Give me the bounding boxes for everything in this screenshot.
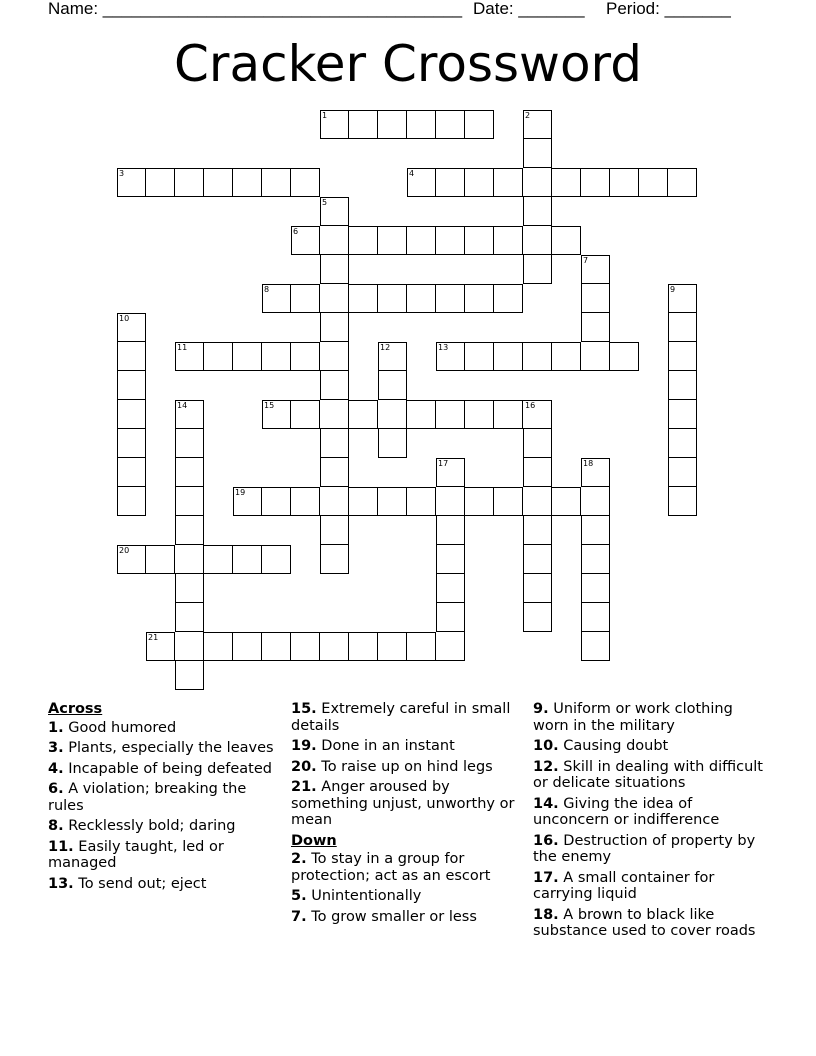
clue-item (533, 907, 771, 940)
page-title: Cracker Crossword (174, 35, 642, 93)
period-field-label: Period: _______ (606, 0, 731, 18)
clue-item-text: Causing doubt (563, 738, 669, 754)
clue-item-number: 13. (48, 875, 74, 892)
grid-cell[interactable] (581, 284, 610, 313)
grid-cell[interactable] (378, 487, 407, 516)
grid-cell[interactable] (407, 400, 436, 429)
clue-number: 18 (583, 459, 594, 468)
grid-cell[interactable] (320, 400, 349, 429)
clue-item (291, 888, 529, 905)
grid-cell[interactable] (378, 284, 407, 313)
grid-cell[interactable] (262, 487, 291, 516)
grid-cell[interactable] (349, 400, 378, 429)
clue-item-number: 8. (48, 818, 64, 834)
clue-number: 15 (264, 401, 275, 410)
clue-item-text: Skill in dealing with difficult or delicate situations (533, 758, 763, 791)
grid-cell[interactable] (436, 400, 465, 429)
grid-cell[interactable] (320, 226, 349, 255)
grid-cell[interactable] (233, 342, 262, 371)
grid-cell[interactable] (494, 487, 523, 516)
grid-cell[interactable] (175, 545, 204, 574)
grid-cell[interactable] (523, 255, 552, 284)
grid-cell[interactable] (436, 487, 465, 516)
clue-item-number: 5. (291, 888, 307, 904)
grid-cell[interactable] (523, 574, 552, 603)
clue-item-text: Uniform or work clothing worn in the military (533, 701, 733, 734)
clue-item-number: 6. (48, 781, 64, 797)
grid-cell[interactable] (436, 545, 465, 574)
clue-item (291, 779, 529, 829)
grid-cell[interactable] (436, 226, 465, 255)
clue-number: 13 (438, 343, 449, 352)
clue-number: 12 (380, 343, 391, 352)
grid-cell[interactable] (436, 603, 465, 632)
grid-cell[interactable] (378, 400, 407, 429)
grid-cell[interactable] (668, 487, 697, 516)
grid-cell[interactable] (436, 574, 465, 603)
grid-cell[interactable] (581, 574, 610, 603)
grid-cell[interactable] (291, 487, 320, 516)
grid-cell[interactable] (349, 284, 378, 313)
clue-item-number: 7. (291, 908, 307, 925)
grid-cell[interactable] (668, 313, 697, 342)
clue-item-text: Good humored (68, 719, 177, 736)
clue-item-number: 14. (533, 795, 559, 812)
clue-item (48, 720, 286, 737)
clue-item-number: 10. (533, 738, 559, 754)
grid-cell[interactable] (320, 313, 349, 342)
grid-cell[interactable] (291, 342, 320, 371)
clue-item-number: 1. (48, 719, 64, 736)
grid-cell[interactable] (117, 342, 146, 371)
grid-cell[interactable] (291, 284, 320, 313)
grid-cell[interactable] (465, 168, 494, 197)
grid-cell[interactable] (523, 226, 552, 255)
grid-cell[interactable] (175, 458, 204, 487)
clue-number: 1 (322, 111, 328, 120)
grid-cell[interactable] (349, 226, 378, 255)
clue-item-number: 21. (291, 779, 317, 795)
clue-item-text: Anger aroused by something unjust, unworthy or mean (291, 779, 515, 828)
grid-cell[interactable] (581, 632, 610, 661)
clue-item (291, 759, 529, 776)
grid-cell[interactable] (117, 429, 146, 458)
grid-cell[interactable] (436, 284, 465, 313)
clue-item-text: Recklessly bold; daring (68, 818, 236, 834)
clue-item-number: 20. (291, 758, 317, 775)
grid-cell[interactable] (320, 545, 349, 574)
grid-cell[interactable] (523, 168, 552, 197)
clue-item (533, 759, 771, 792)
grid-cell[interactable] (146, 168, 175, 197)
grid-cell[interactable] (581, 487, 610, 516)
grid-cell[interactable] (146, 545, 175, 574)
grid-cell[interactable] (581, 342, 610, 371)
grid-cell[interactable] (436, 516, 465, 545)
clue-item-text: A violation; breaking the rules (48, 781, 247, 814)
grid-cell[interactable] (117, 458, 146, 487)
clue-item-number: 18. (533, 906, 559, 923)
grid-cell[interactable] (407, 284, 436, 313)
grid-cell[interactable] (581, 313, 610, 342)
grid-cell[interactable] (262, 545, 291, 574)
grid-cell[interactable] (668, 342, 697, 371)
grid-cell[interactable] (581, 603, 610, 632)
grid-cell[interactable] (668, 429, 697, 458)
clue-number: 16 (525, 401, 536, 410)
clue-number: 19 (235, 488, 246, 497)
grid-cell[interactable] (407, 487, 436, 516)
grid-cell[interactable] (262, 342, 291, 371)
clue-item-text: Incapable of being defeated (68, 760, 272, 777)
grid-cell[interactable] (465, 284, 494, 313)
grid-cell[interactable] (378, 429, 407, 458)
grid-cell[interactable] (494, 342, 523, 371)
grid-cell[interactable] (494, 400, 523, 429)
grid-cell[interactable] (581, 545, 610, 574)
clue-item-number: 19. (291, 738, 317, 754)
clue-column-2 (291, 701, 529, 929)
grid-cell[interactable] (523, 516, 552, 545)
clue-item (533, 738, 771, 755)
clue-item-number: 17. (533, 869, 559, 886)
grid-cell[interactable] (378, 226, 407, 255)
clue-item-text: To send out; eject (78, 875, 207, 892)
grid-cell[interactable] (320, 371, 349, 400)
grid-cell[interactable] (175, 632, 204, 661)
clue-item-text: A small container for carrying liquid (533, 869, 715, 902)
grid-cell[interactable] (668, 400, 697, 429)
clue-item-text: Done in an instant (321, 738, 455, 754)
grid-cell[interactable] (320, 342, 349, 371)
clue-item-text: To grow smaller or less (311, 908, 477, 925)
section-heading: Down (291, 832, 337, 849)
grid-cell[interactable] (117, 400, 146, 429)
clue-item (291, 701, 529, 734)
clue-item-number: 4. (48, 760, 64, 777)
grid-cell[interactable] (175, 574, 204, 603)
grid-cell[interactable] (668, 371, 697, 400)
grid-cell[interactable] (233, 168, 262, 197)
clue-item-number: 2. (291, 851, 307, 867)
grid-cell[interactable] (175, 661, 204, 690)
grid-cell[interactable] (320, 458, 349, 487)
clue-item (533, 796, 771, 829)
grid-cell[interactable] (523, 458, 552, 487)
clue-item (48, 839, 286, 872)
grid-cell[interactable] (523, 342, 552, 371)
grid-cell[interactable] (175, 429, 204, 458)
grid-cell[interactable] (523, 197, 552, 226)
grid-cell[interactable] (407, 226, 436, 255)
grid-cell[interactable] (175, 603, 204, 632)
clue-number: 2 (525, 111, 531, 120)
clue-number: 20 (119, 546, 130, 555)
grid-cell[interactable] (320, 487, 349, 516)
grid-cell[interactable] (204, 545, 233, 574)
grid-cell[interactable] (465, 226, 494, 255)
clue-item-text: Unintentionally (311, 888, 422, 904)
grid-cell[interactable] (378, 632, 407, 661)
grid-cell[interactable] (668, 168, 697, 197)
clue-item-text: Easily taught, led or managed (48, 838, 224, 871)
clue-item (48, 740, 286, 757)
grid-cell[interactable] (204, 168, 233, 197)
grid-cell[interactable] (610, 342, 639, 371)
grid-cell[interactable] (465, 400, 494, 429)
clue-item-text: To raise up on hind legs (321, 758, 493, 775)
grid-cell[interactable] (523, 429, 552, 458)
clue-item-text: Destruction of property by the enemy (533, 832, 756, 865)
grid-cell[interactable] (552, 342, 581, 371)
clue-item-number: 15. (291, 701, 317, 717)
grid-cell[interactable] (639, 168, 668, 197)
clue-column-1 (48, 701, 286, 896)
grid-cell[interactable] (175, 168, 204, 197)
clue-item-text: Giving the idea of unconcern or indifference (533, 795, 720, 828)
clue-item-number: 3. (48, 740, 64, 756)
grid-cell[interactable] (320, 255, 349, 284)
grid-cell[interactable] (465, 487, 494, 516)
clue-item-number: 12. (533, 758, 559, 775)
clue-number: 21 (148, 633, 159, 642)
clue-item (291, 909, 529, 926)
grid-cell[interactable] (378, 110, 407, 139)
grid-cell[interactable] (320, 516, 349, 545)
grid-cell[interactable] (117, 371, 146, 400)
clue-number: 9 (670, 285, 676, 294)
section-heading: Across (48, 701, 103, 717)
clue-item-text: To stay in a group for protection; act as an escort (291, 851, 491, 884)
clue-column-3 (533, 701, 771, 944)
clue-item (291, 738, 529, 755)
grid-cell[interactable] (407, 110, 436, 139)
clue-item-number: 9. (533, 701, 549, 717)
grid-cell[interactable] (320, 429, 349, 458)
clue-item (48, 761, 286, 778)
grid-cell[interactable] (204, 632, 233, 661)
grid-cell[interactable] (175, 516, 204, 545)
clue-number: 11 (177, 343, 188, 352)
clue-number: 17 (438, 459, 449, 468)
grid-cell[interactable] (465, 110, 494, 139)
clue-number: 5 (322, 198, 328, 207)
grid-cell[interactable] (523, 487, 552, 516)
grid-cell[interactable] (552, 226, 581, 255)
grid-cell[interactable] (436, 110, 465, 139)
grid-cell[interactable] (552, 168, 581, 197)
grid-cell[interactable] (465, 342, 494, 371)
grid-cell[interactable] (436, 632, 465, 661)
grid-cell[interactable] (233, 545, 262, 574)
clue-number: 10 (119, 314, 130, 323)
grid-cell[interactable] (407, 632, 436, 661)
grid-cell[interactable] (523, 545, 552, 574)
grid-cell[interactable] (262, 168, 291, 197)
clue-number: 4 (409, 169, 415, 178)
grid-cell[interactable] (523, 603, 552, 632)
grid-cell[interactable] (320, 632, 349, 661)
clue-item (291, 851, 529, 884)
clue-item (533, 701, 771, 734)
clue-item (48, 781, 286, 814)
clue-item-number: 16. (533, 832, 559, 849)
name-field-label: Name: ______________________________________ (48, 0, 463, 18)
clue-item-text: A brown to black like substance used to cover roads (533, 906, 756, 939)
clue-item (48, 876, 286, 893)
clue-number: 14 (177, 401, 188, 410)
grid-cell[interactable] (349, 632, 378, 661)
grid-cell[interactable] (581, 168, 610, 197)
clue-item (48, 818, 286, 835)
grid-cell[interactable] (668, 458, 697, 487)
clue-number: 3 (119, 169, 125, 178)
grid-cell[interactable] (349, 487, 378, 516)
date-field-label: Date: _______ (473, 0, 585, 18)
grid-cell[interactable] (233, 632, 262, 661)
grid-cell[interactable] (262, 632, 291, 661)
clue-item (533, 833, 771, 866)
grid-cell[interactable] (581, 516, 610, 545)
grid-cell[interactable] (175, 487, 204, 516)
grid-cell[interactable] (552, 487, 581, 516)
clue-number: 8 (264, 285, 270, 294)
clue-item-text: Extremely careful in small details (291, 701, 511, 734)
grid-cell[interactable] (204, 342, 233, 371)
grid-cell[interactable] (291, 400, 320, 429)
grid-cell[interactable] (349, 110, 378, 139)
grid-cell[interactable] (117, 487, 146, 516)
clue-item (533, 870, 771, 903)
clue-item-text: Plants, especially the leaves (68, 740, 274, 756)
grid-cell[interactable] (523, 139, 552, 168)
grid-cell[interactable] (378, 371, 407, 400)
clue-item-number: 11. (48, 838, 74, 855)
clue-number: 6 (293, 227, 299, 236)
grid-cell[interactable] (436, 168, 465, 197)
clue-number: 7 (583, 256, 589, 265)
grid-cell[interactable] (494, 226, 523, 255)
grid-cell[interactable] (291, 632, 320, 661)
grid-cell[interactable] (291, 168, 320, 197)
grid-cell[interactable] (610, 168, 639, 197)
grid-cell[interactable] (494, 168, 523, 197)
grid-cell[interactable] (494, 284, 523, 313)
grid-cell[interactable] (320, 284, 349, 313)
